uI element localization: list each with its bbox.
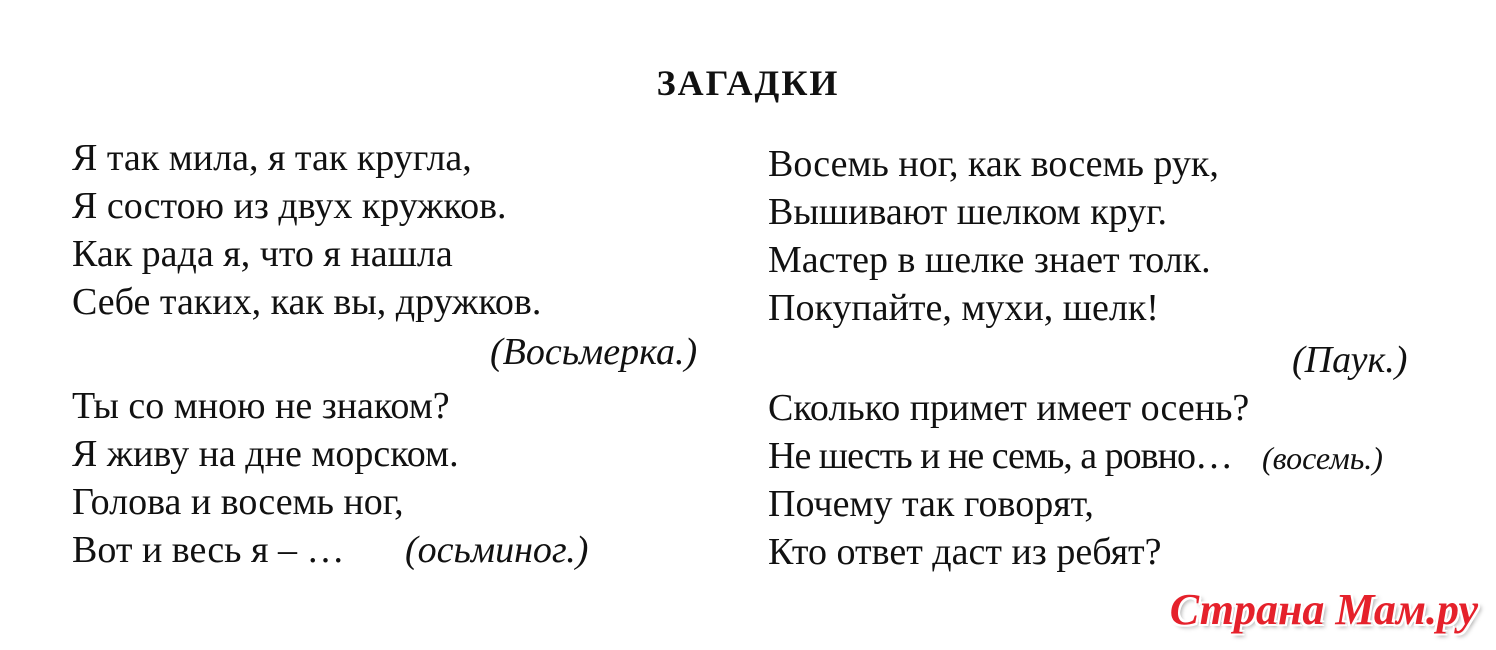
left-riddle2-line-2: Я живу на дне морском.	[72, 433, 459, 475]
right-riddle1-line-3: Мастер в шелке знает толк.	[768, 239, 1211, 281]
right-riddle1-line-2: Вышивают шелком круг.	[768, 191, 1167, 233]
left-riddle1-line-4: Себе таких, как вы, дружков.	[72, 281, 542, 323]
page-title: ЗАГАДКИ	[656, 63, 840, 103]
left-riddle1-line-1: Я так мила, я так кругла,	[72, 137, 472, 179]
left-riddle2-line-4: Вот и весь я – …	[72, 529, 345, 571]
left-riddle1-line-2: Я состою из двух кружков.	[72, 185, 507, 227]
right-riddle2-line-2: Не шесть и не семь, а ровно…	[768, 435, 1232, 477]
right-riddle2-line-1: Сколько примет имеет осень?	[768, 387, 1250, 429]
left-riddle2-line-3: Голова и восемь ног,	[72, 481, 404, 523]
right-answer1: (Паук.)	[1292, 339, 1408, 381]
left-riddle1-line-3: Как рада я, что я нашла	[72, 233, 453, 275]
right-riddle2-line-3: Почему так говорят,	[768, 483, 1094, 525]
left-riddle2-line-1: Ты со мною не знаком?	[72, 385, 450, 427]
site-watermark: Страна Мам.ру	[1169, 585, 1478, 634]
right-riddle1-line-1: Восемь ног, как восемь рук,	[768, 143, 1219, 185]
left-answer1: (Восьмерка.)	[490, 331, 698, 373]
right-answer2: (восемь.)	[1262, 440, 1383, 476]
right-riddle1-line-4: Покупайте, мухи, шелк!	[768, 287, 1159, 329]
left-answer2: (осьминог.)	[405, 529, 589, 571]
right-riddle2-line-4: Кто ответ даст из ребят?	[768, 531, 1162, 573]
